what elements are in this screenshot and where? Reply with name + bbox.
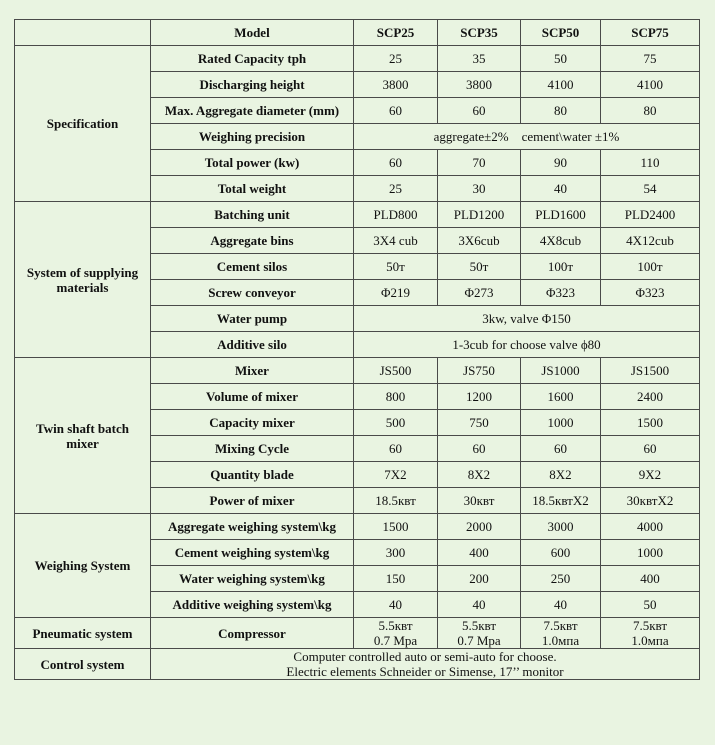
- cell-value: 110: [601, 150, 700, 176]
- table-row: [15, 618, 700, 649]
- cell-value: 100т: [521, 254, 601, 280]
- cell-value: 40: [354, 592, 438, 618]
- cell-value: 4100: [601, 72, 700, 98]
- compressor-power: 5.5квт: [378, 618, 413, 633]
- model-col-header: SCP75: [601, 20, 700, 46]
- cell-value: 60: [521, 436, 601, 462]
- table-row: [15, 514, 700, 540]
- specification-table: [14, 19, 700, 680]
- group-specification: Specification: [15, 46, 151, 202]
- model-col-header: SCP25: [354, 20, 438, 46]
- cell-value: 18.5квт: [354, 488, 438, 514]
- cell-value: 30: [438, 176, 521, 202]
- cell-value: JS750: [438, 358, 521, 384]
- row-label: Aggregate weighing system\kg: [151, 514, 354, 540]
- cell-value: 2000: [438, 514, 521, 540]
- cell-value: PLD1200: [438, 202, 521, 228]
- row-label: Screw conveyor: [151, 280, 354, 306]
- cell-value: [438, 618, 521, 649]
- cell-value: 30квт: [438, 488, 521, 514]
- compressor-power: 7.5квт: [543, 618, 578, 633]
- compressor-pressure: 0.7 Mpa: [457, 633, 501, 648]
- spec-table-container: [14, 19, 699, 680]
- control-description: [151, 649, 700, 680]
- cell-value: 60: [354, 98, 438, 124]
- cell-value: 80: [521, 98, 601, 124]
- cell-value: 100т: [601, 254, 700, 280]
- cell-value: [354, 618, 438, 649]
- cell-value: 1000: [521, 410, 601, 436]
- table-row: [15, 46, 700, 72]
- table-row: [15, 358, 700, 384]
- cell-value: 40: [521, 592, 601, 618]
- cell-value: 400: [601, 566, 700, 592]
- cell-value: JS500: [354, 358, 438, 384]
- corner-cell: [15, 20, 151, 46]
- table-row: [15, 649, 700, 680]
- model-col-header: SCP35: [438, 20, 521, 46]
- compressor-power: 7.5квт: [632, 618, 668, 633]
- cell-value: JS1500: [601, 358, 700, 384]
- cell-value: 60: [354, 150, 438, 176]
- row-label: Capacity mixer: [151, 410, 354, 436]
- model-header: Model: [151, 20, 354, 46]
- cell-value: [601, 618, 700, 649]
- cell-value: 18.5квтX2: [521, 488, 601, 514]
- cell-value: Φ323: [601, 280, 700, 306]
- cell-value: 1500: [354, 514, 438, 540]
- cell-value: 4000: [601, 514, 700, 540]
- cell-value: 40: [521, 176, 601, 202]
- row-label: Aggregate bins: [151, 228, 354, 254]
- cell-value: 1600: [521, 384, 601, 410]
- row-label: Discharging height: [151, 72, 354, 98]
- compressor-pressure: 0.7 Mpa: [373, 633, 418, 648]
- cell-value: 3800: [438, 72, 521, 98]
- cell-value: Φ273: [438, 280, 521, 306]
- group-label-line: mixer: [66, 435, 99, 451]
- control-line: Electric elements Schneider or Simense, 17’’ monitor: [286, 664, 564, 679]
- row-label: Compressor: [151, 618, 354, 649]
- cell-value: 50т: [438, 254, 521, 280]
- row-label: Total power (kw): [151, 150, 354, 176]
- merged-value: aggregate±2% cement\water ±1%: [354, 124, 700, 150]
- cell-value: 90: [521, 150, 601, 176]
- row-label: Water weighing system\kg: [151, 566, 354, 592]
- group-label-line: Twin shaft batch: [36, 420, 129, 436]
- cell-value: 50: [601, 592, 700, 618]
- group-twin-shaft-mixer: [15, 358, 151, 514]
- cell-value: 25: [354, 46, 438, 72]
- group-supplying-materials: [15, 202, 151, 358]
- cell-value: 8X2: [521, 462, 601, 488]
- cell-value: PLD2400: [601, 202, 700, 228]
- cell-value: 25: [354, 176, 438, 202]
- cell-value: 60: [438, 98, 521, 124]
- cell-value: 50: [521, 46, 601, 72]
- cell-value: 750: [438, 410, 521, 436]
- header-row: [15, 20, 700, 46]
- cell-value: 3800: [354, 72, 438, 98]
- cell-value: Φ323: [521, 280, 601, 306]
- row-label: Volume of mixer: [151, 384, 354, 410]
- cell-value: 600: [521, 540, 601, 566]
- cell-value: 60: [601, 436, 700, 462]
- row-label: Rated Capacity tph: [151, 46, 354, 72]
- cell-value: PLD800: [354, 202, 438, 228]
- cell-value: 30квтX2: [601, 488, 700, 514]
- row-label: Quantity blade: [151, 462, 354, 488]
- cell-value: 80: [601, 98, 700, 124]
- cell-value: 800: [354, 384, 438, 410]
- cell-value: 4100: [521, 72, 601, 98]
- cell-value: 60: [354, 436, 438, 462]
- cell-value: 300: [354, 540, 438, 566]
- row-label: Cement silos: [151, 254, 354, 280]
- cell-value: 70: [438, 150, 521, 176]
- row-label: Water pump: [151, 306, 354, 332]
- group-label-line: System of supplying: [26, 264, 139, 280]
- cell-value: 3X6cub: [438, 228, 521, 254]
- row-label: Batching unit: [151, 202, 354, 228]
- cell-value: 3X4 cub: [354, 228, 438, 254]
- cell-value: 8X2: [438, 462, 521, 488]
- row-label: Mixing Cycle: [151, 436, 354, 462]
- cell-value: 40: [438, 592, 521, 618]
- cell-value: 500: [354, 410, 438, 436]
- compressor-power: 5.5квт: [461, 618, 497, 633]
- cell-value: 35: [438, 46, 521, 72]
- row-label: Additive silo: [151, 332, 354, 358]
- cell-value: 200: [438, 566, 521, 592]
- cell-value: 75: [601, 46, 700, 72]
- group-weighing-system: Weighing System: [15, 514, 151, 618]
- cell-value: 60: [438, 436, 521, 462]
- row-label: Weighing precision: [151, 124, 354, 150]
- cell-value: 3000: [521, 514, 601, 540]
- cell-value: 1500: [601, 410, 700, 436]
- cell-value: 2400: [601, 384, 700, 410]
- group-pneumatic-system: Pneumatic system: [15, 618, 151, 649]
- row-label: Cement weighing system\kg: [151, 540, 354, 566]
- group-label-line: materials: [56, 279, 109, 295]
- cell-value: 7X2: [354, 462, 438, 488]
- cell-value: 4X8cub: [521, 228, 601, 254]
- cell-value: PLD1600: [521, 202, 601, 228]
- cell-value: 4X12cub: [601, 228, 700, 254]
- group-control-system: Control system: [15, 649, 151, 680]
- model-col-header: SCP50: [521, 20, 601, 46]
- cell-value: 1200: [438, 384, 521, 410]
- cell-value: JS1000: [521, 358, 601, 384]
- row-label: Total weight: [151, 176, 354, 202]
- cell-value: 150: [354, 566, 438, 592]
- cell-value: 9X2: [601, 462, 700, 488]
- compressor-pressure: 1.0мпа: [541, 633, 580, 648]
- merged-value: 3kw, valve Φ150: [354, 306, 700, 332]
- cell-value: 50т: [354, 254, 438, 280]
- cell-value: Φ219: [354, 280, 438, 306]
- compressor-pressure: 1.0мпа: [631, 633, 669, 648]
- cell-value: 1000: [601, 540, 700, 566]
- cell-value: 54: [601, 176, 700, 202]
- merged-value: 1-3cub for choose valve ϕ80: [354, 332, 700, 358]
- cell-value: [521, 618, 601, 649]
- row-label: Max. Aggregate diameter (mm): [151, 98, 354, 124]
- control-line: Computer controlled auto or semi-auto for choose.: [293, 649, 557, 664]
- cell-value: 400: [438, 540, 521, 566]
- cell-value: 250: [521, 566, 601, 592]
- row-label: Power of mixer: [151, 488, 354, 514]
- row-label: Mixer: [151, 358, 354, 384]
- table-row: [15, 202, 700, 228]
- row-label: Additive weighing system\kg: [151, 592, 354, 618]
